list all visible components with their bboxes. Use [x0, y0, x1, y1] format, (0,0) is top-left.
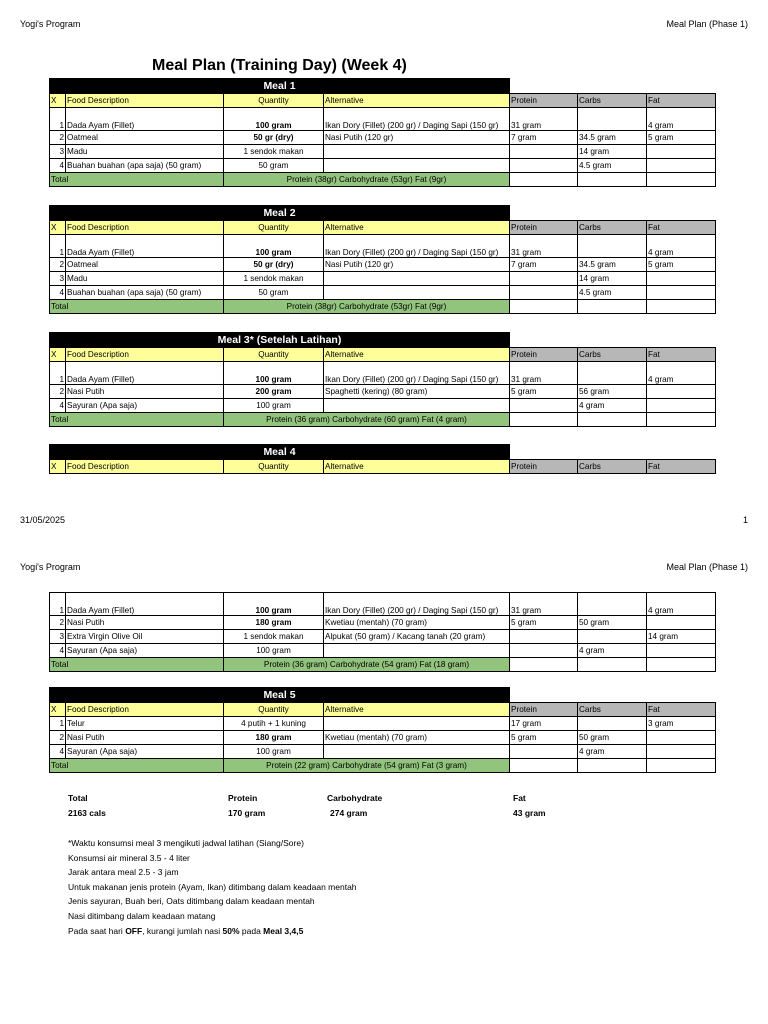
alt-cell: Nasi Putih (120 gr)	[324, 258, 510, 272]
row-number: 1	[50, 235, 66, 258]
col-food: Food Description	[66, 221, 224, 235]
fat-cell	[647, 385, 716, 399]
col-carbs: Carbs	[578, 221, 647, 235]
total-summary: Protein (22 gram) Carbohydrate (54 gram) Fat (3 gram)	[224, 759, 510, 773]
food-cell: Dada Ayam (Fillet)	[66, 362, 224, 385]
note-line: *Waktu konsumsi meal 3 mengikuti jadwal latihan (Siang/Sore)	[68, 838, 304, 848]
row-number: 3	[50, 630, 66, 644]
alt-cell: Ikan Dory (Fillet) (200 gr) / Daging Sapi (150 gr)	[324, 362, 510, 385]
summary-carb-value: 274 gram	[330, 808, 368, 818]
col-alt: Alternative	[324, 348, 510, 362]
total-label: Total	[50, 300, 224, 314]
col-alt: Alternative	[324, 94, 510, 108]
food-cell: Dada Ayam (Fillet)	[66, 235, 224, 258]
meal-table-4-body	[49, 592, 716, 672]
total-summary: Protein (36 gram) Carbohydrate (54 gram) Fat (18 gram)	[224, 658, 510, 672]
summary-fat-value: 43 gram	[513, 808, 546, 818]
col-protein: Protein	[510, 94, 578, 108]
qty-cell: 100 gram	[224, 235, 324, 258]
header-plan-name: Meal Plan (Phase 1)	[666, 19, 748, 29]
fat-cell: 3 gram	[647, 717, 716, 731]
col-food: Food Description	[66, 94, 224, 108]
note-emphasis: OFF	[125, 925, 143, 936]
protein-cell	[510, 399, 578, 413]
alt-cell	[324, 159, 510, 173]
carbs-cell: 14 gram	[578, 145, 647, 159]
food-cell: Oatmeal	[66, 258, 224, 272]
meal-table-1	[49, 78, 716, 187]
table-row	[50, 644, 716, 658]
protein-cell	[510, 630, 578, 644]
alt-cell: Kwetiau (mentah) (70 gram)	[324, 731, 510, 745]
carbs-cell: 4.5 gram	[578, 286, 647, 300]
table-row	[50, 399, 716, 413]
fat-cell	[647, 272, 716, 286]
qty-cell: 50 gr (dry)	[224, 131, 324, 145]
protein-cell	[510, 159, 578, 173]
fat-cell: 4 gram	[647, 235, 716, 258]
col-qty: Quantity	[224, 460, 324, 474]
qty-cell: 100 gram	[224, 362, 324, 385]
total-label: Total	[50, 759, 224, 773]
summary-total-label: Total	[68, 793, 88, 803]
qty-cell: 180 gram	[224, 616, 324, 630]
row-number: 4	[50, 399, 66, 413]
total-row	[50, 413, 716, 427]
food-cell: Extra Virgin Olive Oil	[66, 630, 224, 644]
fat-cell	[647, 286, 716, 300]
qty-cell: 4 putih + 1 kuning	[224, 717, 324, 731]
col-carbs: Carbs	[578, 94, 647, 108]
food-cell: Oatmeal	[66, 131, 224, 145]
table-row	[50, 362, 716, 385]
protein-cell: 31 gram	[510, 593, 578, 616]
total-summary: Protein (36 gram) Carbohydrate (60 gram) Fat (4 gram)	[224, 413, 510, 427]
col-carbs: Carbs	[578, 348, 647, 362]
row-number: 4	[50, 159, 66, 173]
note-emphasis: 50%	[222, 925, 240, 936]
protein-cell	[510, 272, 578, 286]
table-row	[50, 258, 716, 272]
table-row	[50, 593, 716, 616]
carbs-cell	[578, 362, 647, 385]
food-cell: Sayuran (Apa saja)	[66, 644, 224, 658]
carbs-cell: 4 gram	[578, 644, 647, 658]
carbs-cell: 50 gram	[578, 616, 647, 630]
header-program-name: Yogi's Program	[20, 562, 81, 572]
col-food: Food Description	[66, 348, 224, 362]
header-program-name: Yogi's Program	[20, 19, 81, 29]
summary-carb-label: Carbohydrate	[327, 793, 383, 803]
col-food: Food Description	[66, 703, 224, 717]
food-cell: Dada Ayam (Fillet)	[66, 593, 224, 616]
col-fat: Fat	[647, 94, 716, 108]
carbs-cell: 34.5 gram	[578, 258, 647, 272]
fat-cell	[647, 731, 716, 745]
row-number: 4	[50, 644, 66, 658]
table-row	[50, 108, 716, 131]
alt-cell: Spaghetti (kering) (80 gram)	[324, 385, 510, 399]
carbs-cell: 4 gram	[578, 399, 647, 413]
notes	[68, 836, 357, 938]
col-x: X	[50, 703, 66, 717]
meal-title: Meal 5	[50, 688, 510, 703]
protein-cell	[510, 745, 578, 759]
total-row	[50, 759, 716, 773]
fat-cell: 4 gram	[647, 362, 716, 385]
qty-cell: 100 gram	[224, 593, 324, 616]
col-qty: Quantity	[224, 703, 324, 717]
carbs-cell	[578, 630, 647, 644]
protein-cell: 7 gram	[510, 131, 578, 145]
total-summary: Protein (38gr) Carbohydrate (53gr) Fat (9gr)	[224, 173, 510, 187]
col-alt: Alternative	[324, 460, 510, 474]
table-row	[50, 131, 716, 145]
col-carbs: Carbs	[578, 703, 647, 717]
note-line: Jarak antara meal 2.5 - 3 jam	[68, 867, 179, 878]
carbs-cell	[578, 235, 647, 258]
qty-cell: 180 gram	[224, 731, 324, 745]
food-cell: Buahan buahan (apa saja) (50 gram)	[66, 159, 224, 173]
meal-table-2	[49, 205, 716, 314]
fat-cell	[647, 745, 716, 759]
alt-cell: Ikan Dory (Fillet) (200 gr) / Daging Sapi (150 gr)	[324, 235, 510, 258]
food-cell: Nasi Putih	[66, 731, 224, 745]
row-number: 2	[50, 131, 66, 145]
alt-cell	[324, 286, 510, 300]
total-label: Total	[50, 658, 224, 672]
table-row	[50, 286, 716, 300]
footer-page-number: 1	[742, 515, 748, 525]
food-cell: Nasi Putih	[66, 616, 224, 630]
alt-cell	[324, 399, 510, 413]
food-cell: Dada Ayam (Fillet)	[66, 108, 224, 131]
row-number: 3	[50, 272, 66, 286]
header-plan-name: Meal Plan (Phase 1)	[666, 562, 748, 572]
qty-cell: 1 sendok makan	[224, 145, 324, 159]
carbs-cell	[578, 108, 647, 131]
qty-cell: 50 gram	[224, 159, 324, 173]
footer-date: 31/05/2025	[20, 515, 66, 525]
protein-cell: 31 gram	[510, 235, 578, 258]
total-row	[50, 173, 716, 187]
row-number: 3	[50, 145, 66, 159]
protein-cell: 5 gram	[510, 731, 578, 745]
note-line: Nasi ditimbang dalam keadaan matang	[68, 910, 216, 921]
col-fat: Fat	[647, 460, 716, 474]
total-row	[50, 658, 716, 672]
qty-cell: 50 gram	[224, 286, 324, 300]
alt-cell	[324, 717, 510, 731]
alt-cell: Alpukat (50 gram) / Kacang tanah (20 gram)	[324, 630, 510, 644]
note-text: , kurangi jumlah nasi	[142, 925, 223, 936]
protein-cell	[510, 644, 578, 658]
col-qty: Quantity	[224, 221, 324, 235]
note-line: Konsumsi air mineral 3.5 - 4 liter	[68, 852, 190, 863]
protein-cell: 5 gram	[510, 385, 578, 399]
table-row	[50, 616, 716, 630]
fat-cell	[647, 159, 716, 173]
row-number: 1	[50, 108, 66, 131]
total-label: Total	[50, 413, 224, 427]
fat-cell	[647, 145, 716, 159]
protein-cell: 31 gram	[510, 108, 578, 131]
row-number: 1	[50, 593, 66, 616]
row-number: 1	[50, 717, 66, 731]
table-row	[50, 159, 716, 173]
alt-cell	[324, 745, 510, 759]
protein-cell: 31 gram	[510, 362, 578, 385]
carbs-cell	[578, 593, 647, 616]
summary-protein-value: 170 gram	[228, 808, 266, 818]
food-cell: Buahan buahan (apa saja) (50 gram)	[66, 286, 224, 300]
summary-protein-label: Protein	[228, 793, 258, 803]
alt-cell: Ikan Dory (Fillet) (200 gr) / Daging Sapi (150 gr)	[324, 593, 510, 616]
qty-cell: 100 gram	[224, 399, 324, 413]
qty-cell: 1 sendok makan	[224, 272, 324, 286]
qty-cell: 100 gram	[224, 745, 324, 759]
food-cell: Nasi Putih	[66, 385, 224, 399]
total-label: Total	[50, 173, 224, 187]
row-number: 2	[50, 385, 66, 399]
food-cell: Sayuran (Apa saja)	[66, 745, 224, 759]
summary-total-value: 2163 cals	[68, 808, 106, 818]
note-line: Jenis sayuran, Buah beri, Oats ditimbang dalam keadaan mentah	[68, 896, 315, 907]
table-row	[50, 630, 716, 644]
table-row	[50, 745, 716, 759]
fat-cell: 14 gram	[647, 630, 716, 644]
meal-table-4-head	[49, 444, 716, 474]
col-protein: Protein	[510, 460, 578, 474]
protein-cell	[510, 145, 578, 159]
protein-cell	[510, 286, 578, 300]
col-x: X	[50, 94, 66, 108]
col-qty: Quantity	[224, 348, 324, 362]
carbs-cell: 4 gram	[578, 745, 647, 759]
total-summary: Protein (38gr) Carbohydrate (53gr) Fat (9gr)	[224, 300, 510, 314]
meal-table-3	[49, 332, 716, 427]
qty-cell: 200 gram	[224, 385, 324, 399]
col-fat: Fat	[647, 221, 716, 235]
note-line	[68, 924, 357, 939]
qty-cell: 1 sendok makan	[224, 630, 324, 644]
protein-cell: 17 gram	[510, 717, 578, 731]
carbs-cell: 56 gram	[578, 385, 647, 399]
food-cell: Madu	[66, 145, 224, 159]
protein-cell: 7 gram	[510, 258, 578, 272]
meal-title: Meal 3* (Setelah Latihan)	[50, 333, 510, 348]
col-x: X	[50, 221, 66, 235]
fat-cell	[647, 399, 716, 413]
fat-cell: 4 gram	[647, 593, 716, 616]
row-number: 2	[50, 616, 66, 630]
carbs-cell: 14 gram	[578, 272, 647, 286]
col-protein: Protein	[510, 221, 578, 235]
food-cell: Telur	[66, 717, 224, 731]
alt-cell	[324, 644, 510, 658]
note-text: Pada saat hari	[68, 925, 126, 936]
row-number: 4	[50, 745, 66, 759]
col-protein: Protein	[510, 348, 578, 362]
col-x: X	[50, 460, 66, 474]
fat-cell: 5 gram	[647, 258, 716, 272]
note-line: Untuk makanan jenis protein (Ayam, Ikan) ditimbang dalam keadaan mentah	[68, 881, 357, 892]
col-x: X	[50, 348, 66, 362]
total-row	[50, 300, 716, 314]
fat-cell: 5 gram	[647, 131, 716, 145]
table-row	[50, 731, 716, 745]
col-fat: Fat	[647, 348, 716, 362]
page-title: Meal Plan (Training Day) (Week 4)	[152, 57, 407, 74]
carbs-cell: 50 gram	[578, 731, 647, 745]
qty-cell: 100 gram	[224, 644, 324, 658]
table-row	[50, 717, 716, 731]
alt-cell: Nasi Putih (120 gr)	[324, 131, 510, 145]
alt-cell: Ikan Dory (Fillet) (200 gr) / Daging Sapi (150 gr)	[324, 108, 510, 131]
protein-cell: 5 gram	[510, 616, 578, 630]
col-protein: Protein	[510, 703, 578, 717]
note-emphasis: Meal 3,4,5	[263, 925, 304, 936]
table-row	[50, 235, 716, 258]
fat-cell	[647, 616, 716, 630]
food-cell: Madu	[66, 272, 224, 286]
table-row	[50, 145, 716, 159]
carbs-cell: 4.5 gram	[578, 159, 647, 173]
note-text: pada	[239, 925, 264, 936]
meal-table-5	[49, 687, 716, 773]
fat-cell	[647, 644, 716, 658]
col-food: Food Description	[66, 460, 224, 474]
table-row	[50, 272, 716, 286]
col-alt: Alternative	[324, 703, 510, 717]
col-fat: Fat	[647, 703, 716, 717]
alt-cell	[324, 272, 510, 286]
alt-cell: Kwetiau (mentah) (70 gram)	[324, 616, 510, 630]
row-number: 1	[50, 362, 66, 385]
col-alt: Alternative	[324, 221, 510, 235]
meal-title: Meal 1	[50, 79, 510, 94]
food-cell: Sayuran (Apa saja)	[66, 399, 224, 413]
col-carbs: Carbs	[578, 460, 647, 474]
col-qty: Quantity	[224, 94, 324, 108]
carbs-cell	[578, 717, 647, 731]
qty-cell: 100 gram	[224, 108, 324, 131]
fat-cell: 4 gram	[647, 108, 716, 131]
carbs-cell: 34.5 gram	[578, 131, 647, 145]
row-number: 4	[50, 286, 66, 300]
qty-cell: 50 gr (dry)	[224, 258, 324, 272]
alt-cell	[324, 145, 510, 159]
meal-title: Meal 2	[50, 206, 510, 221]
summary-fat-label: Fat	[513, 793, 526, 803]
table-row	[50, 385, 716, 399]
row-number: 2	[50, 731, 66, 745]
row-number: 2	[50, 258, 66, 272]
meal-title: Meal 4	[50, 445, 510, 460]
